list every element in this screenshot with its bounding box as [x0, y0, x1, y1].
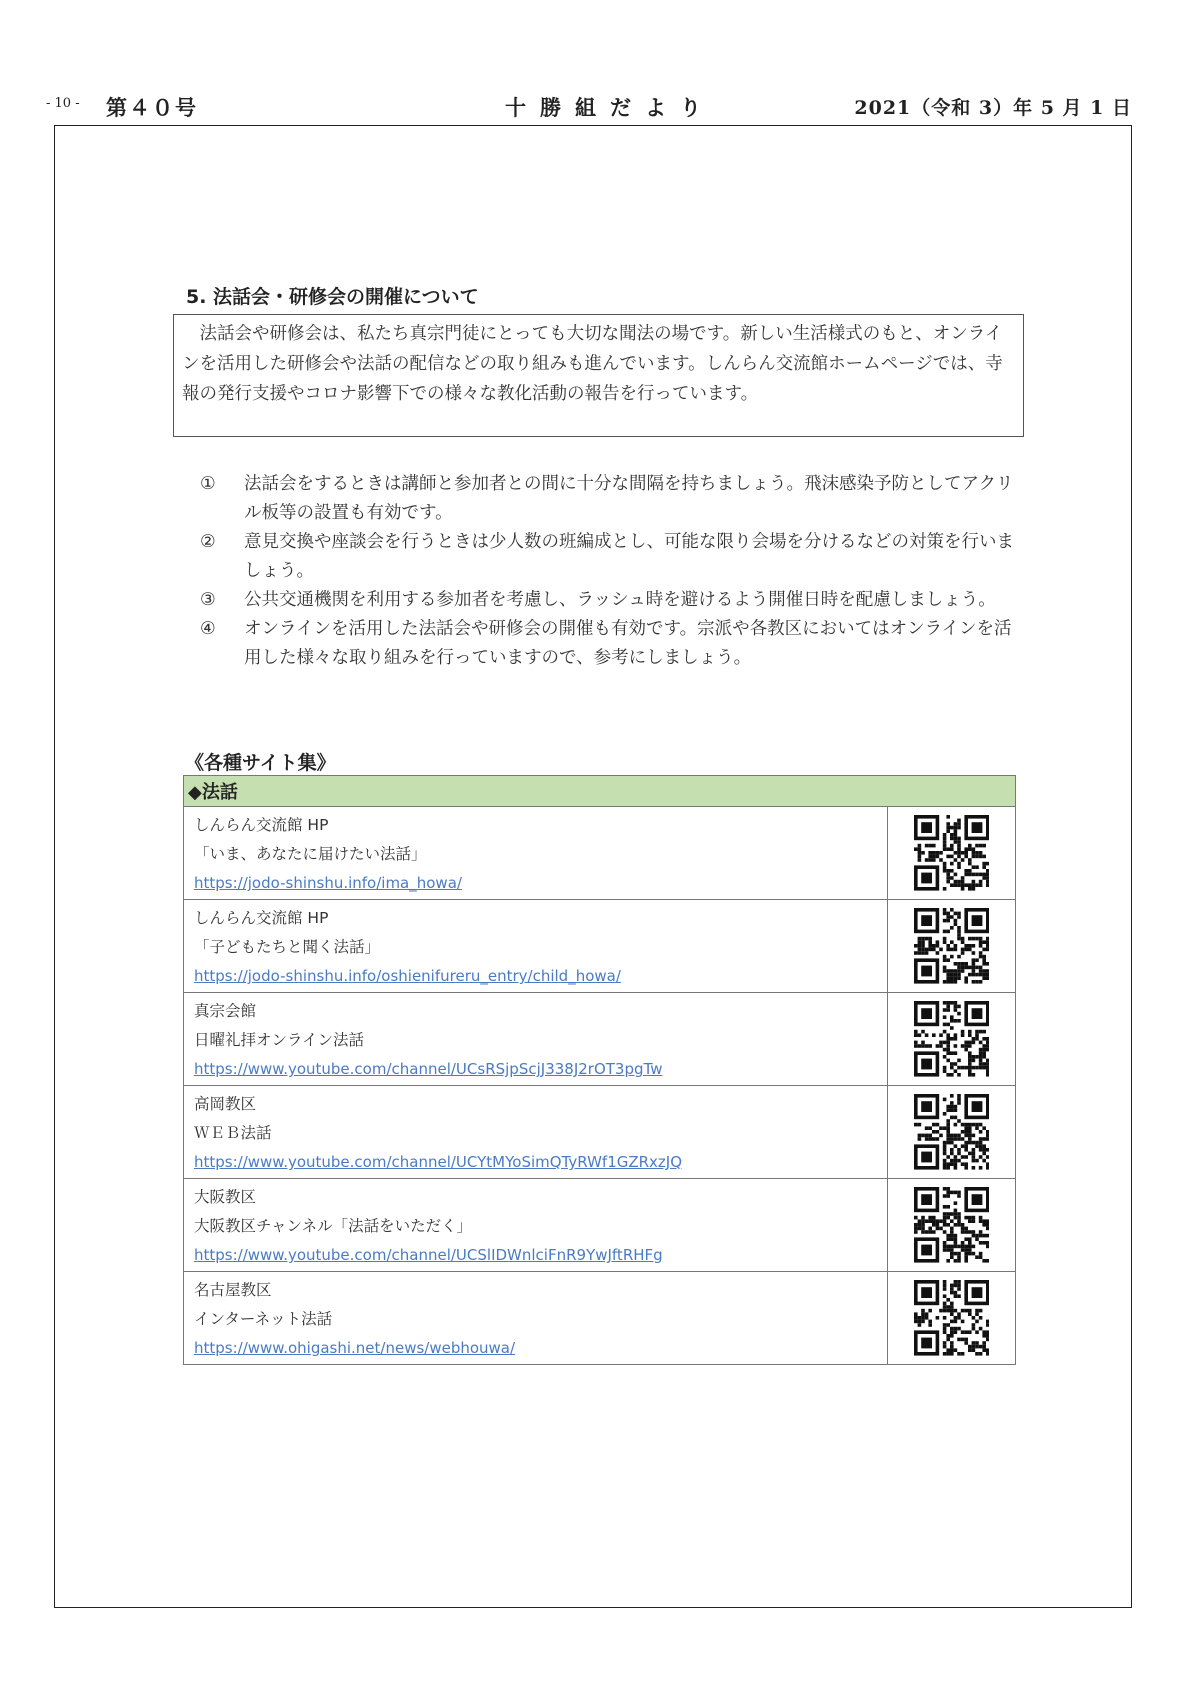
list-item: [200, 615, 1020, 673]
sites-heading: 《各種サイト集》: [185, 752, 336, 774]
table-header: ◆法話: [184, 776, 1016, 807]
item-number: ②: [200, 532, 216, 552]
site-link[interactable]: https://www.ohigashi.net/news/webhouwa/: [194, 1339, 516, 1357]
site-org: 大阪教区: [194, 1188, 257, 1206]
site-name: 「子どもたちと聞く法話」: [194, 938, 381, 956]
site-info: [184, 807, 888, 900]
sites-table: [183, 775, 1016, 1365]
site-name: 「いま、あなたに届けたい法話」: [194, 845, 427, 863]
site-link[interactable]: https://jodo-shinshu.info/ima_howa/: [194, 874, 462, 892]
item-text: 法話会をするときは講師と参加者との間に十分な間隔を持ちましょう。飛沫感染予防としてアクリル板等の設置も有効です。: [244, 474, 1014, 523]
list-item: [200, 586, 1020, 615]
newsletter-title: 十勝組だより: [505, 95, 715, 120]
issue-number: 第４０号: [106, 95, 198, 120]
item-text: オンラインを活用した法話会や研修会の開催も有効です。宗派や各教区においてはオンラインを活用した様々な取り組みを行っていますので、参考にしましょう。: [244, 619, 1012, 668]
qr-code-icon: [888, 900, 1016, 993]
site-link[interactable]: https://www.youtube.com/channel/UCSlIDWnlciFnR9YwJftRHFg: [194, 1246, 663, 1264]
site-org: 名古屋教区: [194, 1281, 272, 1299]
qr-code-icon: [888, 807, 1016, 900]
site-info: [184, 1179, 888, 1272]
item-number: ①: [200, 474, 216, 494]
item-text: 公共交通機関を利用する参加者を考慮し、ラッシュ時を避けるよう開催日時を配慮しましょう。: [244, 590, 996, 610]
item-number: ④: [200, 619, 216, 639]
table-row: [184, 1086, 1016, 1179]
site-name: インターネット法話: [194, 1310, 333, 1328]
table-row: [184, 993, 1016, 1086]
list-item: [200, 528, 1020, 586]
table-row: [184, 807, 1016, 900]
site-org: しんらん交流館 HP: [194, 816, 329, 834]
page-header: [46, 92, 1132, 122]
site-name: ＷＥＢ法話: [194, 1124, 272, 1142]
site-org: 高岡教区: [194, 1095, 257, 1113]
intro-box: 法話会や研修会は、私たち真宗門徒にとっても大切な聞法の場です。新しい生活様式のもと、オンラインを活用した研修会や法話の配信などの取り組みも進んでいます。しんらん交流館ホームページでは、寺報の発行支援やコロナ影響下での様々な教化活動の報告を行っています。: [173, 314, 1024, 437]
page-number: - 10 -: [46, 96, 80, 111]
site-info: [184, 993, 888, 1086]
section-title: 5. 法話会・研修会の開催について: [186, 286, 479, 308]
site-info: [184, 1272, 888, 1365]
qr-code-icon: [888, 1272, 1016, 1365]
site-org: 真宗会館: [194, 1002, 257, 1020]
item-text: 意見交換や座談会を行うときは少人数の班編成とし、可能な限り会場を分けるなどの対策を行いましょう。: [244, 532, 1014, 581]
site-info: [184, 900, 888, 993]
site-org: しんらん交流館 HP: [194, 909, 329, 927]
issue-date: 2021（令和 3）年 5 月 1 日: [854, 97, 1132, 119]
list-item: [200, 470, 1020, 528]
site-link[interactable]: https://jodo-shinshu.info/oshienifureru_entry/child_howa/: [194, 967, 621, 985]
table-row: [184, 900, 1016, 993]
site-link[interactable]: https://www.youtube.com/channel/UCYtMYoSimQTyRWf1GZRxzJQ: [194, 1153, 683, 1171]
site-info: [184, 1086, 888, 1179]
table-row: [184, 1179, 1016, 1272]
qr-code-icon: [888, 1179, 1016, 1272]
site-name: 日曜礼拝オンライン法話: [194, 1031, 365, 1049]
table-header-row: [184, 776, 1016, 807]
site-link[interactable]: https://www.youtube.com/channel/UCsRSjpScjJ338J2rOT3pgTw: [194, 1060, 663, 1078]
guideline-list: [200, 470, 1020, 673]
qr-code-icon: [888, 993, 1016, 1086]
site-name: 大阪教区チャンネル「法話をいただく」: [194, 1217, 473, 1235]
qr-code-icon: [888, 1086, 1016, 1179]
item-number: ③: [200, 590, 216, 610]
table-row: [184, 1272, 1016, 1365]
